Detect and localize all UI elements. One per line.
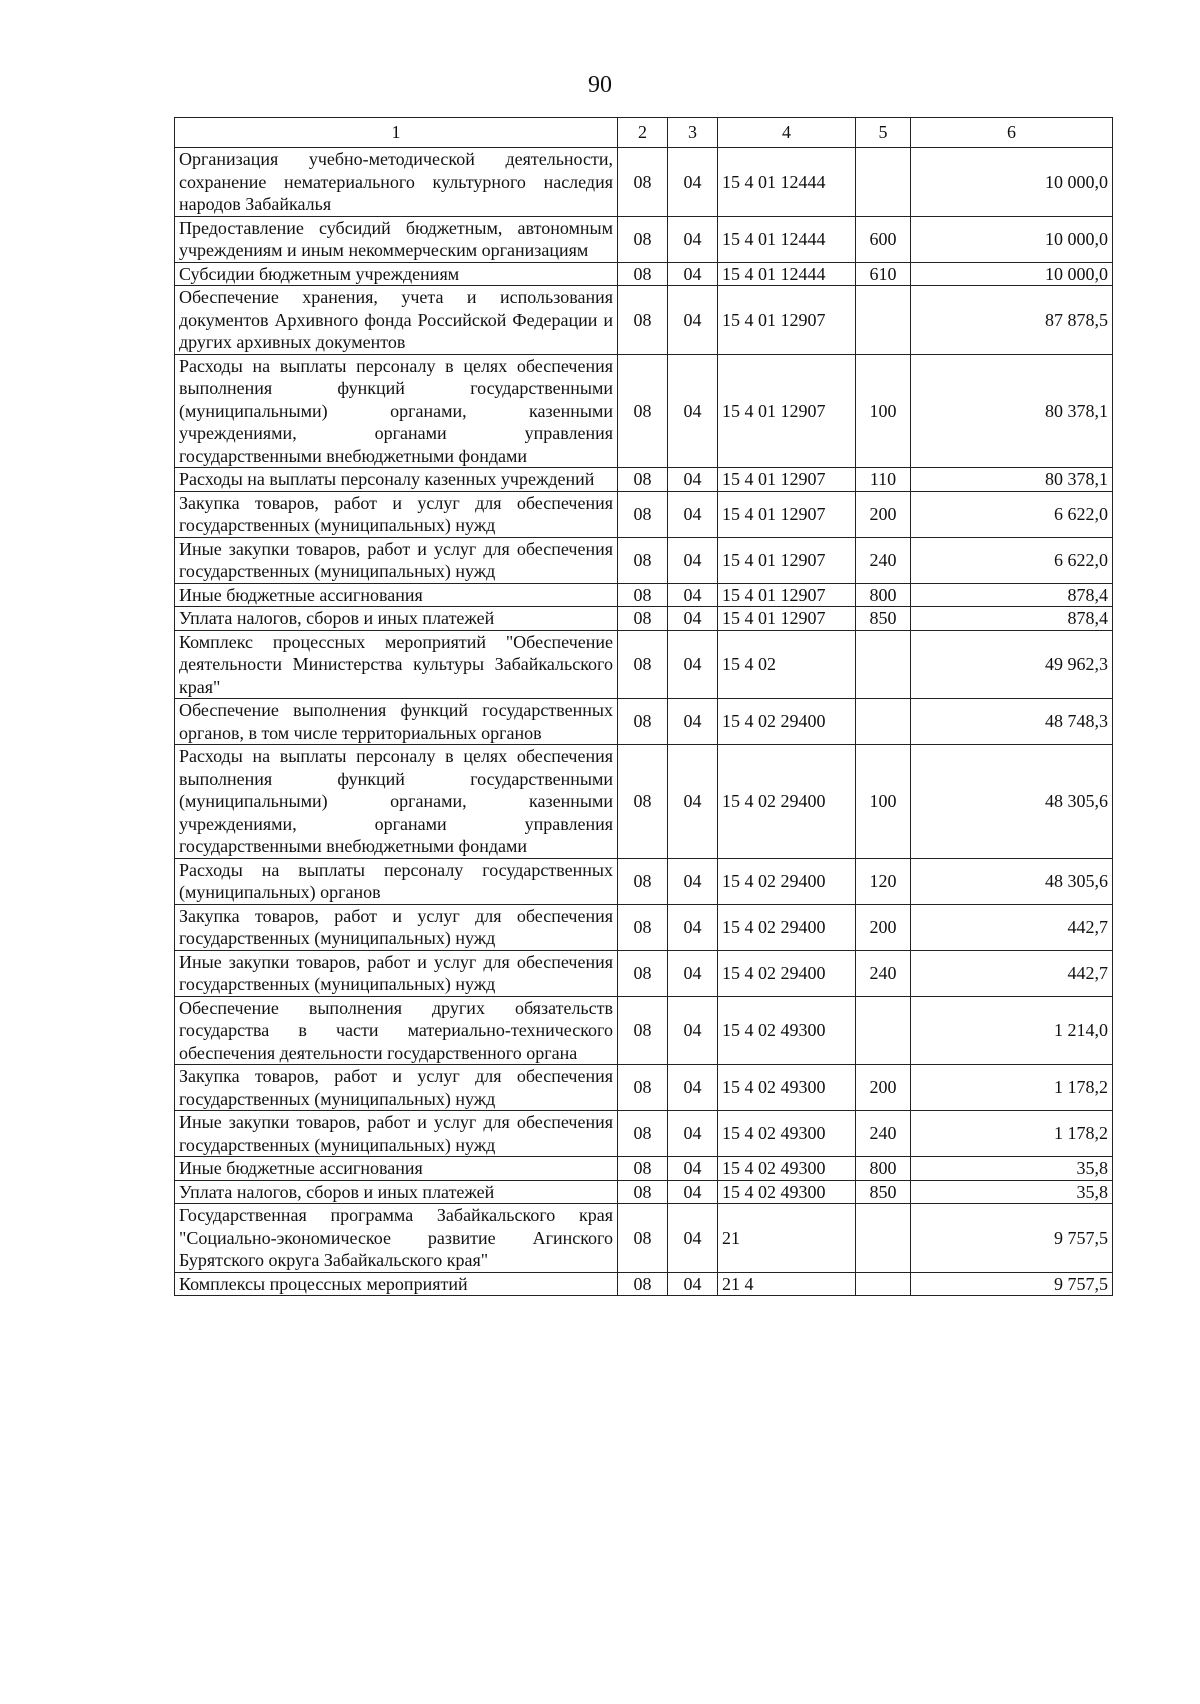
header-col-1: 1 <box>175 118 618 148</box>
table-row <box>175 537 1113 583</box>
row-subsection: 04 <box>668 858 718 904</box>
row-amount: 1 178,2 <box>911 1065 1113 1111</box>
row-description: Обеспечение выполнения других обязательств государства в части материально-технического обеспечения деятельности государственного органа <box>175 996 618 1065</box>
row-target-code: 15 4 02 29400 <box>718 699 856 745</box>
row-description: Иные закупки товаров, работ и услуг для обеспечения государственных (муниципальных) нужд <box>175 1111 618 1157</box>
page-number: 90 <box>588 72 612 98</box>
row-target-code: 15 4 01 12907 <box>718 537 856 583</box>
row-description: Обеспечение хранения, учета и использования документов Архивного фонда Российской Федерации и других архивных документов <box>175 286 618 355</box>
row-section: 08 <box>618 630 668 699</box>
row-description: Иные закупки товаров, работ и услуг для обеспечения государственных (муниципальных) нужд <box>175 950 618 996</box>
row-amount: 442,7 <box>911 950 1113 996</box>
row-amount: 35,8 <box>911 1180 1113 1204</box>
row-target-code: 15 4 02 49300 <box>718 1157 856 1181</box>
row-description: Иные закупки товаров, работ и услуг для обеспечения государственных (муниципальных) нужд <box>175 537 618 583</box>
row-section: 08 <box>618 468 668 492</box>
row-target-code: 15 4 01 12907 <box>718 491 856 537</box>
row-expense-type <box>856 699 911 745</box>
table-row <box>175 491 1113 537</box>
row-section: 08 <box>618 745 668 859</box>
row-section: 08 <box>618 950 668 996</box>
row-expense-type <box>856 1272 911 1296</box>
row-description: Иные бюджетные ассигнования <box>175 1157 618 1181</box>
row-amount: 6 622,0 <box>911 537 1113 583</box>
table-row <box>175 1180 1113 1204</box>
row-section: 08 <box>618 1180 668 1204</box>
table-row <box>175 1065 1113 1111</box>
row-subsection: 04 <box>668 1065 718 1111</box>
table-row <box>175 1204 1113 1273</box>
header-col-3: 3 <box>668 118 718 148</box>
table-body <box>175 148 1113 1296</box>
row-description: Закупка товаров, работ и услуг для обеспечения государственных (муниципальных) нужд <box>175 1065 618 1111</box>
row-section: 08 <box>618 904 668 950</box>
row-subsection: 04 <box>668 699 718 745</box>
row-subsection: 04 <box>668 491 718 537</box>
row-target-code: 15 4 02 29400 <box>718 950 856 996</box>
row-target-code: 15 4 01 12444 <box>718 148 856 217</box>
table-row <box>175 1157 1113 1181</box>
header-row <box>175 118 1113 148</box>
row-amount: 878,4 <box>911 607 1113 631</box>
row-expense-type: 240 <box>856 950 911 996</box>
row-expense-type: 120 <box>856 858 911 904</box>
row-amount: 48 305,6 <box>911 745 1113 859</box>
row-section: 08 <box>618 1204 668 1273</box>
row-expense-type: 200 <box>856 1065 911 1111</box>
row-expense-type: 100 <box>856 745 911 859</box>
row-expense-type <box>856 286 911 355</box>
row-description: Расходы на выплаты персоналу государственных (муниципальных) органов <box>175 858 618 904</box>
row-subsection: 04 <box>668 583 718 607</box>
row-section: 08 <box>618 216 668 262</box>
row-description: Комплекс процессных мероприятий "Обеспечение деятельности Министерства культуры Забайкальского края" <box>175 630 618 699</box>
row-expense-type: 240 <box>856 1111 911 1157</box>
row-subsection: 04 <box>668 745 718 859</box>
row-expense-type: 800 <box>856 1157 911 1181</box>
row-amount: 10 000,0 <box>911 148 1113 217</box>
row-section: 08 <box>618 1111 668 1157</box>
row-target-code: 15 4 02 49300 <box>718 1180 856 1204</box>
row-subsection: 04 <box>668 468 718 492</box>
row-subsection: 04 <box>668 1111 718 1157</box>
row-section: 08 <box>618 537 668 583</box>
row-description: Закупка товаров, работ и услуг для обеспечения государственных (муниципальных) нужд <box>175 491 618 537</box>
table-row <box>175 354 1113 468</box>
row-description: Государственная программа Забайкальского края "Социально-экономическое развитие Агинского Бурятского округа Забайкальского края" <box>175 1204 618 1273</box>
row-expense-type: 200 <box>856 491 911 537</box>
table-row <box>175 262 1113 286</box>
row-section: 08 <box>618 1065 668 1111</box>
row-amount: 9 757,5 <box>911 1272 1113 1296</box>
row-target-code: 15 4 02 49300 <box>718 1065 856 1111</box>
row-section: 08 <box>618 1272 668 1296</box>
row-subsection: 04 <box>668 216 718 262</box>
row-amount: 1 214,0 <box>911 996 1113 1065</box>
row-description: Иные бюджетные ассигнования <box>175 583 618 607</box>
row-amount: 49 962,3 <box>911 630 1113 699</box>
row-subsection: 04 <box>668 262 718 286</box>
row-expense-type: 600 <box>856 216 911 262</box>
row-description: Комплексы процессных мероприятий <box>175 1272 618 1296</box>
row-target-code: 15 4 02 29400 <box>718 904 856 950</box>
row-amount: 48 748,3 <box>911 699 1113 745</box>
row-section: 08 <box>618 996 668 1065</box>
row-description: Закупка товаров, работ и услуг для обеспечения государственных (муниципальных) нужд <box>175 904 618 950</box>
table-row <box>175 950 1113 996</box>
table-row <box>175 996 1113 1065</box>
row-amount: 442,7 <box>911 904 1113 950</box>
row-section: 08 <box>618 1157 668 1181</box>
budget-table <box>174 117 1113 1296</box>
row-description: Уплата налогов, сборов и иных платежей <box>175 607 618 631</box>
row-amount: 10 000,0 <box>911 262 1113 286</box>
table-row <box>175 1272 1113 1296</box>
header-col-6: 6 <box>911 118 1113 148</box>
row-target-code: 21 4 <box>718 1272 856 1296</box>
row-subsection: 04 <box>668 996 718 1065</box>
row-expense-type: 850 <box>856 1180 911 1204</box>
row-target-code: 15 4 01 12444 <box>718 216 856 262</box>
row-target-code: 15 4 02 49300 <box>718 996 856 1065</box>
row-expense-type: 110 <box>856 468 911 492</box>
row-subsection: 04 <box>668 1157 718 1181</box>
row-expense-type: 200 <box>856 904 911 950</box>
header-col-2: 2 <box>618 118 668 148</box>
row-target-code: 15 4 01 12907 <box>718 354 856 468</box>
row-description: Организация учебно-методической деятельности, сохранение нематериального культурного наследия народов Забайкалья <box>175 148 618 217</box>
row-target-code: 21 <box>718 1204 856 1273</box>
row-target-code: 15 4 01 12907 <box>718 607 856 631</box>
table-row <box>175 216 1113 262</box>
table-row <box>175 583 1113 607</box>
row-subsection: 04 <box>668 904 718 950</box>
table-row <box>175 745 1113 859</box>
table-row <box>175 630 1113 699</box>
row-subsection: 04 <box>668 1180 718 1204</box>
row-subsection: 04 <box>668 950 718 996</box>
row-amount: 35,8 <box>911 1157 1113 1181</box>
row-amount: 87 878,5 <box>911 286 1113 355</box>
header-col-4: 4 <box>718 118 856 148</box>
table-row <box>175 1111 1113 1157</box>
row-expense-type: 800 <box>856 583 911 607</box>
table-row <box>175 286 1113 355</box>
table-row <box>175 904 1113 950</box>
row-description: Расходы на выплаты персоналу в целях обеспечения выполнения функций государственными (муниципальными) органами, казенными учреждениями, органами управления государственными внебюджетными фондами <box>175 745 618 859</box>
row-section: 08 <box>618 858 668 904</box>
row-subsection: 04 <box>668 148 718 217</box>
row-expense-type <box>856 630 911 699</box>
row-section: 08 <box>618 148 668 217</box>
table-row <box>175 858 1113 904</box>
header-col-5: 5 <box>856 118 911 148</box>
row-description: Уплата налогов, сборов и иных платежей <box>175 1180 618 1204</box>
table-row <box>175 607 1113 631</box>
row-target-code: 15 4 02 <box>718 630 856 699</box>
row-amount: 6 622,0 <box>911 491 1113 537</box>
row-description: Расходы на выплаты персоналу казенных учреждений <box>175 468 618 492</box>
table-row <box>175 148 1113 217</box>
row-description: Предоставление субсидий бюджетным, автономным учреждениям и иным некоммерческим организациям <box>175 216 618 262</box>
row-expense-type: 240 <box>856 537 911 583</box>
row-amount: 10 000,0 <box>911 216 1113 262</box>
row-section: 08 <box>618 583 668 607</box>
row-expense-type <box>856 148 911 217</box>
table-row <box>175 699 1113 745</box>
row-expense-type: 610 <box>856 262 911 286</box>
row-amount: 9 757,5 <box>911 1204 1113 1273</box>
row-amount: 878,4 <box>911 583 1113 607</box>
row-subsection: 04 <box>668 537 718 583</box>
row-section: 08 <box>618 699 668 745</box>
row-amount: 80 378,1 <box>911 468 1113 492</box>
row-section: 08 <box>618 262 668 286</box>
row-amount: 1 178,2 <box>911 1111 1113 1157</box>
row-subsection: 04 <box>668 286 718 355</box>
row-target-code: 15 4 02 29400 <box>718 858 856 904</box>
row-subsection: 04 <box>668 1272 718 1296</box>
row-section: 08 <box>618 491 668 537</box>
row-expense-type: 850 <box>856 607 911 631</box>
table-row <box>175 468 1113 492</box>
row-expense-type: 100 <box>856 354 911 468</box>
row-target-code: 15 4 01 12907 <box>718 583 856 607</box>
row-target-code: 15 4 02 49300 <box>718 1111 856 1157</box>
row-expense-type <box>856 1204 911 1273</box>
row-description: Субсидии бюджетным учреждениям <box>175 262 618 286</box>
row-section: 08 <box>618 354 668 468</box>
row-subsection: 04 <box>668 354 718 468</box>
row-subsection: 04 <box>668 1204 718 1273</box>
row-target-code: 15 4 01 12907 <box>718 286 856 355</box>
row-target-code: 15 4 01 12907 <box>718 468 856 492</box>
row-expense-type <box>856 996 911 1065</box>
row-target-code: 15 4 02 29400 <box>718 745 856 859</box>
row-description: Расходы на выплаты персоналу в целях обеспечения выполнения функций государственными (муниципальными) органами, казенными учреждениями, органами управления государственными внебюджетными фондами <box>175 354 618 468</box>
row-section: 08 <box>618 286 668 355</box>
row-section: 08 <box>618 607 668 631</box>
row-amount: 80 378,1 <box>911 354 1113 468</box>
row-subsection: 04 <box>668 607 718 631</box>
row-target-code: 15 4 01 12444 <box>718 262 856 286</box>
row-description: Обеспечение выполнения функций государственных органов, в том числе территориальных органов <box>175 699 618 745</box>
row-amount: 48 305,6 <box>911 858 1113 904</box>
row-subsection: 04 <box>668 630 718 699</box>
